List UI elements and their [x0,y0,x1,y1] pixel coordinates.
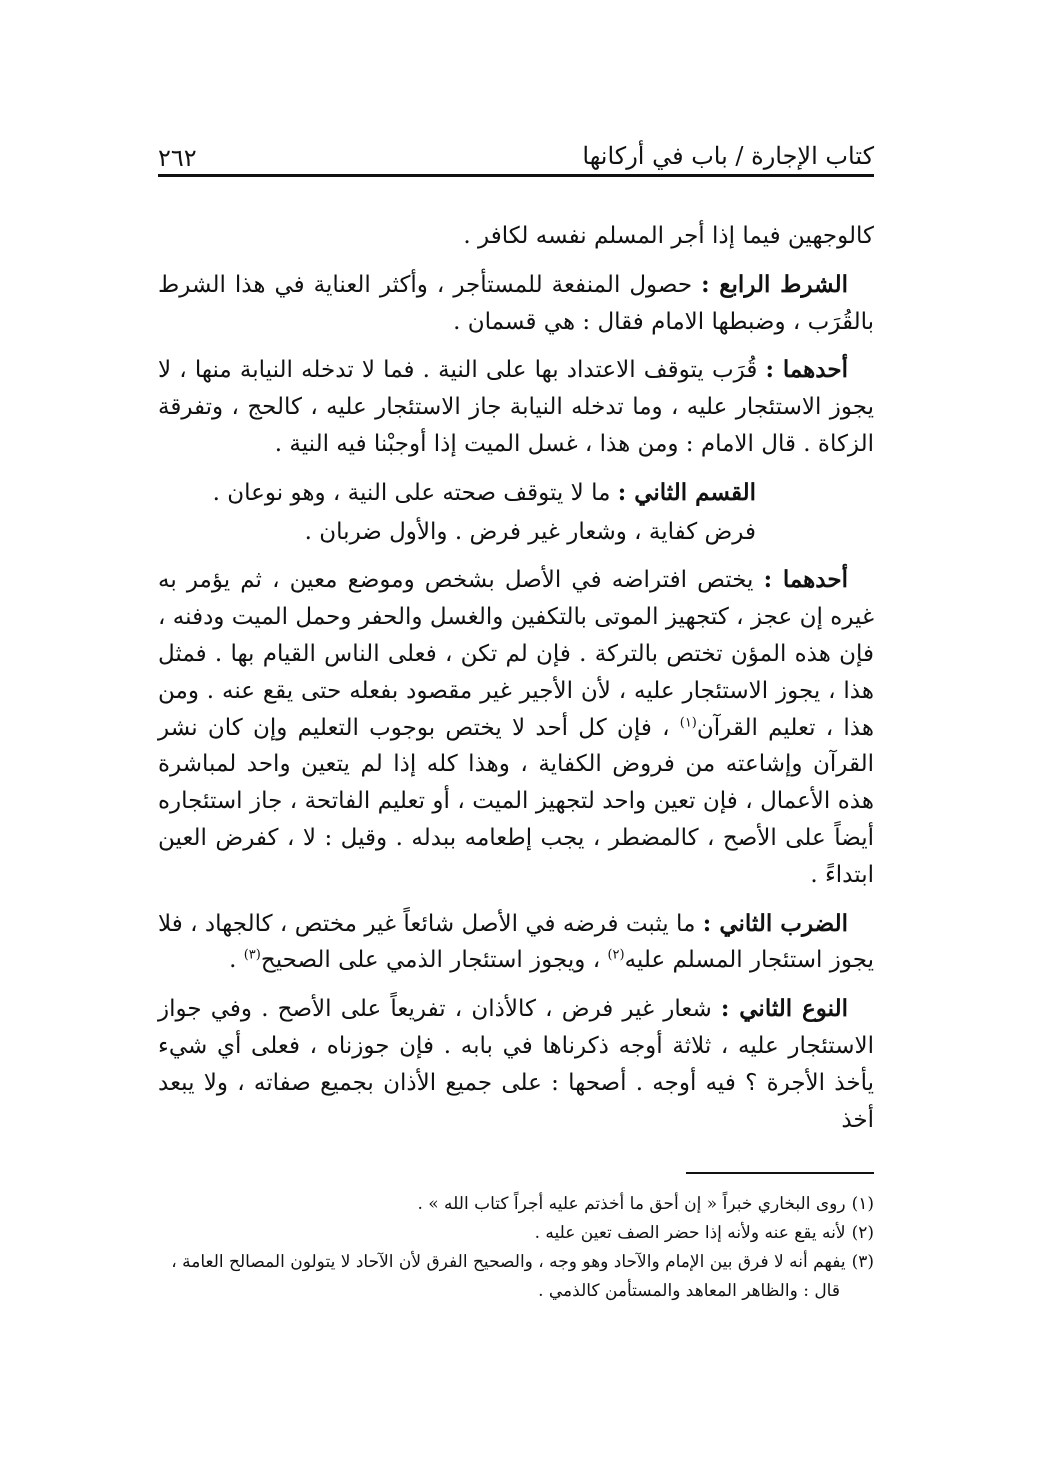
paragraph-lead: أحدهما : [765,356,848,384]
footnote-3 [158,1248,874,1277]
paragraph-2 [158,267,874,341]
paragraph-1: كالوجهين فيما إذا أجر المسلم نفسه لكافر . [463,223,874,249]
paragraph-3 [158,352,874,462]
paragraph-text: ما لا يتوقف صحته على النية ، وهو نوعان . [212,479,618,506]
paragraph-text: . [229,947,244,974]
footnote-text: لأنه يقع عنه ولأنه إذا حضر الصف تعين عليه . [534,1222,846,1243]
paragraph-text: شعار غير فرض ، كالأذان ، تفريعاً على الأصح . وفي جواز الاستئجار عليه ، ثلاثة أوجه ذكرناها في بابه . فإن جوزناه ، فعلى أي شيء يأخذ الأجرة ؟ فيه أوجه . أصحها : على جميع الأذان بجميع صفاته ، ولا يبعد أخذ [158,996,874,1133]
footnote-text: يفهم أنه لا فرق بين الإمام والآحاد وهو وجه ، والصحيح الفرق لأن الآحاد لا يتولون المصالح العامة ، [171,1251,846,1272]
footnotes [158,1190,874,1306]
footnote-ref-1[interactable]: (١) [679,714,697,730]
paragraph-lead: القسم الثاني : [617,478,756,506]
paragraph-lead: أحدهما : [763,566,848,594]
paragraph-text: قُرَب يتوقف الاعتداد بها على النية . فما لا تدخله النيابة منها ، لا يجوز الاستئجار عليه ، وما تدخله النيابة جاز الاستئجار عليه ، كالحج ، وتفرقة الزكاة . قال الامام : ومن هذا ، غسل الميت إذا أوجبْنا فيه النية . [158,357,874,457]
body-text [158,218,874,1150]
paragraph-text: ما يثبت فرضه في الأصل شائعاً غير مختص ، كالجهاد ، فلا يجوز استئجار المسلم عليه [158,910,874,974]
footnote-number: (٢) [851,1222,874,1243]
page-header [158,138,874,177]
paragraph-lead: الضرب الثاني : [702,909,848,937]
paragraph-text: يختص افتراضه في الأصل بشخص وموضع معين ، ثم يؤمر به غيره إن عجز ، كتجهيز الموتى بالتكفين والغسل والحفر وحمل الميت ودفنه ، فإن هذه المؤن تختص بالتركة . فإن لم تكن ، فعلى الناس القيام بها . فمثل هذا ، يجوز الاستئجار عليه ، لأن الأجير غير مقصود بفعله حتى يقع عنه . ومن هذا ، تعليم القرآن [158,567,874,741]
footnote-ref-3[interactable]: (٣) [243,947,261,963]
paragraph-lead: النوع الثاني : [720,995,848,1023]
footnote-number: (١) [851,1194,874,1214]
paragraph-6 [158,562,874,893]
paragraph-4 [158,475,874,512]
footnote-divider [686,1172,874,1174]
running-head: كتاب الإجارة / باب في أركانها [582,142,874,170]
paragraph-5: فرض كفاية ، وشعار غير فرض . والأول ضربان . [304,518,756,545]
footnote-3-continuation: قال : والظاهر المعاهد والمستأمن كالذمي . [538,1280,840,1301]
paragraph-8 [158,991,874,1138]
footnote-number: (٣) [851,1251,874,1272]
page-number: ٢٦٢ [158,144,197,172]
footnote-2 [158,1219,874,1248]
paragraph-text: حصول المنفعة للمستأجر ، وأكثر العناية في هذا الشرط بالقُرَب ، وضبطها الامام فقال : هي قسمان . [158,271,874,335]
footnote-text: روى البخاري خبراً « إن أحق ما أخذتم عليه أجراً كتاب الله » . [417,1194,846,1214]
paragraph-text: ، فإن كل أحد لا يختص بوجوب التعليم وإن كان نشر القرآن وإشاعته من فروض الكفاية ، وهذا كله إذا لم يتعين واحد لمباشرة هذه الأعمال ، فإن تعين واحد لتجهيز الميت ، أو تعليم الفاتحة ، جاز استئجاره أيضاً على الأصح ، كالمضطر ، يجب إطعامه ببدله . وقيل : لا ، كفرض العين ابتداءً . [158,714,874,888]
footnote-ref-2[interactable]: (٢) [607,947,625,963]
paragraph-text: ، ويجوز استئجار الذمي على الصحيح [260,947,608,974]
paragraph-lead: الشرط الرابع : [701,270,848,298]
paragraph-7 [158,906,874,980]
footnote-1 [158,1190,874,1219]
